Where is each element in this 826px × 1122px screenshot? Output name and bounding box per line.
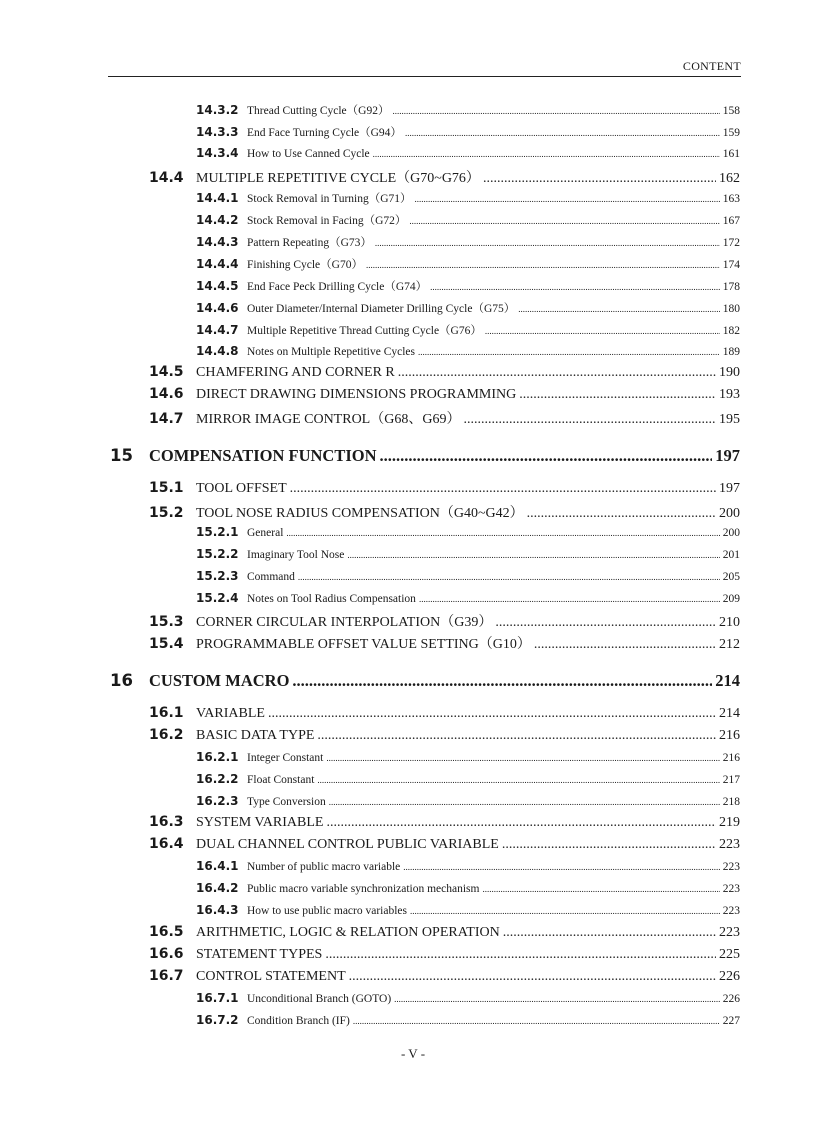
toc-entry-title: Outer Diameter/Internal Diameter Drilling Cycle（G75）: [247, 303, 516, 315]
toc-entry-title: Multiple Repetitive Thread Cutting Cycle（G76）: [247, 325, 482, 337]
toc-entry-number: 16.4.1: [196, 859, 239, 873]
toc-leader: [268, 706, 716, 722]
toc-entry-page: 180: [722, 303, 740, 315]
toc-leader: [394, 993, 720, 1005]
toc-entry-title: CUSTOM MACRO: [149, 671, 290, 690]
toc-leader: [430, 281, 720, 293]
toc-leader: [366, 259, 720, 271]
toc-entry-title: Notes on Tool Radius Compensation: [247, 593, 416, 605]
toc-entry-page: 193: [719, 387, 740, 402]
toc-entry[interactable]: [149, 814, 740, 831]
toc-entry[interactable]: [196, 591, 740, 605]
toc-entry-number: 15: [110, 446, 133, 465]
toc-entry-page: 163: [722, 193, 740, 205]
toc-entry-number: 15.2.4: [196, 591, 239, 605]
toc-entry-page: 216: [719, 728, 740, 743]
toc-entry[interactable]: [196, 102, 740, 118]
toc-entry[interactable]: [149, 611, 740, 631]
toc-entry-page: 190: [719, 365, 740, 380]
toc-leader: [325, 947, 716, 963]
toc-leader: [403, 861, 719, 873]
toc-leader: [326, 752, 719, 764]
toc-entry-page: 227: [722, 1015, 740, 1027]
toc-entry-title: Stock Removal in Facing（G72）: [247, 215, 407, 227]
toc-leader: [317, 774, 719, 786]
toc-entry-page: 219: [719, 815, 740, 830]
toc-entry[interactable]: [196, 859, 740, 873]
toc-entry-page: 217: [722, 774, 740, 786]
toc-entry[interactable]: [149, 386, 740, 403]
toc-entry-number: 14.4.6: [196, 301, 239, 315]
toc-entry[interactable]: [149, 502, 740, 522]
toc-leader: [463, 412, 716, 428]
toc-entry-number: 14.4.8: [196, 344, 239, 358]
toc-chapter[interactable]: [110, 671, 740, 691]
toc-entry-number: 15.2.1: [196, 525, 239, 539]
toc-entry-page: 178: [722, 281, 740, 293]
toc-entry-title: DUAL CHANNEL CONTROL PUBLIC VARIABLE: [196, 837, 499, 852]
toc-entry-title: COMPENSATION FUNCTION: [149, 446, 377, 465]
toc-entry-number: 16.2.3: [196, 794, 239, 808]
toc-entry-number: 16.2.1: [196, 750, 239, 764]
toc-leader: [410, 905, 720, 917]
toc-entry-page: 205: [722, 571, 740, 583]
toc-entry-title: How to use public macro variables: [247, 905, 407, 917]
toc-entry-page: 161: [722, 148, 740, 160]
toc-entry-number: 16: [110, 671, 133, 690]
toc-entry[interactable]: [149, 167, 740, 187]
toc-entry-number: 14.5: [149, 364, 184, 380]
toc-entry-page: 182: [722, 325, 740, 337]
toc-entry-page: 223: [722, 905, 740, 917]
toc-entry-number: 15.2.3: [196, 569, 239, 583]
toc-chapter[interactable]: [110, 446, 740, 466]
toc-entry[interactable]: [196, 881, 740, 895]
toc-entry-page: 214: [719, 706, 740, 721]
toc-entry-page: 195: [719, 412, 740, 427]
toc-entry-page: 189: [722, 346, 740, 358]
toc-entry[interactable]: [196, 344, 740, 358]
toc-entry[interactable]: [196, 525, 740, 539]
toc-leader: [375, 237, 720, 249]
toc-leader: [518, 303, 720, 315]
toc-leader: [353, 1015, 720, 1027]
toc-entry-page: 200: [722, 527, 740, 539]
toc-entry-title: Number of public macro variable: [247, 861, 401, 873]
toc-entry-title: Public macro variable synchronization mechanism: [247, 883, 480, 895]
toc-entry-number: 14.4: [149, 170, 184, 186]
toc-entry[interactable]: [196, 903, 740, 917]
toc-entry-title: Notes on Multiple Repetitive Cycles: [247, 346, 416, 358]
toc-entry-title: General: [247, 527, 284, 539]
toc-leader: [373, 148, 720, 160]
toc-entry[interactable]: [196, 278, 740, 294]
toc-entry-number: 15.4: [149, 636, 184, 652]
toc-leader: [502, 837, 716, 853]
toc-leader: [286, 527, 719, 539]
toc-entry[interactable]: [149, 727, 740, 744]
toc-entry-title: CORNER CIRCULAR INTERPOLATION（G39）: [196, 615, 493, 630]
toc-leader: [290, 481, 716, 497]
toc-entry-number: 14.6: [149, 386, 184, 402]
toc-leader: [349, 969, 716, 985]
toc-leader: [292, 671, 712, 691]
toc-entry[interactable]: [196, 300, 740, 316]
toc-entry-number: 16.1: [149, 705, 184, 721]
toc-entry-number: 14.7: [149, 411, 184, 427]
toc-entry-number: 16.7.2: [196, 1013, 239, 1027]
toc-leader: [534, 637, 716, 653]
toc-entry[interactable]: [196, 794, 740, 808]
toc-entry[interactable]: [196, 234, 740, 250]
toc-entry-number: 14.4.7: [196, 323, 239, 337]
toc-entry-title: Condition Branch (IF): [247, 1015, 350, 1027]
toc-leader: [485, 325, 720, 337]
toc-entry-title: STATEMENT TYPES: [196, 947, 323, 962]
header-label: CONTENT: [682, 59, 741, 73]
toc-entry-title: BASIC DATA TYPE: [196, 728, 315, 743]
toc-entry-number: 16.4.3: [196, 903, 239, 917]
toc-entry-title: CHAMFERING AND CORNER R: [196, 365, 395, 380]
toc-entry[interactable]: [149, 480, 740, 497]
toc-entry-page: 225: [719, 947, 740, 962]
toc-entry-title: Pattern Repeating（G73）: [247, 237, 372, 249]
toc-entry-page: 167: [722, 215, 740, 227]
page-header: [108, 59, 741, 77]
toc-entry-number: 14.3.3: [196, 125, 239, 139]
toc-leader: [347, 549, 719, 561]
toc-entry-title: ARITHMETIC, LOGIC & RELATION OPERATION: [196, 925, 500, 940]
toc-entry[interactable]: [149, 408, 740, 428]
toc-entry-page: 197: [715, 446, 740, 465]
toc-entry-number: 15.2.2: [196, 547, 239, 561]
toc-entry-page: 172: [722, 237, 740, 249]
toc-entry[interactable]: [196, 750, 740, 764]
toc-entry-number: 14.3.2: [196, 103, 239, 117]
page-footer: [0, 1046, 826, 1062]
toc-entry-title: Command: [247, 571, 295, 583]
toc-entry-title: Type Conversion: [247, 796, 326, 808]
toc-entry-number: 15.1: [149, 480, 184, 496]
toc-entry-page: 212: [719, 637, 740, 652]
toc-entry[interactable]: [149, 946, 740, 963]
toc-leader: [405, 127, 720, 139]
toc-leader: [415, 193, 720, 205]
toc-entry-number: 14.4.2: [196, 213, 239, 227]
toc-entry[interactable]: [196, 146, 740, 160]
toc-leader: [329, 796, 720, 808]
toc-entry[interactable]: [196, 212, 740, 228]
toc-entry-title: End Face Peck Drilling Cycle（G74）: [247, 281, 428, 293]
toc-entry[interactable]: [149, 924, 740, 941]
toc-entry[interactable]: [149, 968, 740, 985]
toc-leader: [519, 387, 716, 403]
toc-entry-page: 223: [719, 837, 740, 852]
toc-entry[interactable]: [196, 547, 740, 561]
toc-entry-title: Unconditional Branch (GOTO): [247, 993, 392, 1005]
toc-entry-page: 223: [722, 861, 740, 873]
page-number: - V -: [400, 1046, 426, 1061]
toc-entry-number: 16.4: [149, 836, 184, 852]
toc-entry-number: 16.5: [149, 924, 184, 940]
toc-leader: [503, 925, 716, 941]
toc-entry-page: 223: [719, 925, 740, 940]
toc-leader: [317, 728, 716, 744]
toc-entry-page: 162: [719, 171, 740, 186]
toc-leader: [483, 171, 716, 187]
toc-entry-number: 16.7: [149, 968, 184, 984]
toc-entry-page: 159: [722, 127, 740, 139]
toc-entry-number: 16.6: [149, 946, 184, 962]
toc-entry-number: 16.7.1: [196, 991, 239, 1005]
toc-entry-title: MULTIPLE REPETITIVE CYCLE（G70~G76）: [196, 171, 480, 186]
toc-entry[interactable]: [196, 190, 740, 206]
toc-entry-title: DIRECT DRAWING DIMENSIONS PROGRAMMING: [196, 387, 517, 402]
toc-entry-title: Thread Cutting Cycle（G92）: [247, 105, 390, 117]
toc-entry-number: 15.3: [149, 614, 184, 630]
toc-entry-title: End Face Turning Cycle（G94）: [247, 127, 402, 139]
toc-leader: [495, 615, 716, 631]
toc-entry-title: MIRROR IMAGE CONTROL（G68、G69）: [196, 412, 461, 427]
toc-entry-title: VARIABLE: [196, 706, 265, 721]
toc-entry-page: 216: [722, 752, 740, 764]
toc-entry-page: 174: [722, 259, 740, 271]
toc-entry-title: SYSTEM VARIABLE: [196, 815, 324, 830]
toc-entry-title: Float Constant: [247, 774, 315, 786]
toc-entry-title: How to Use Canned Cycle: [247, 148, 370, 160]
toc-entry-number: 14.4.1: [196, 191, 239, 205]
toc-entry-number: 16.4.2: [196, 881, 239, 895]
toc-entry[interactable]: [149, 364, 740, 381]
toc-leader: [326, 815, 716, 831]
toc-leader: [418, 346, 720, 358]
toc-entry[interactable]: [196, 124, 740, 140]
toc-entry-page: 200: [719, 506, 740, 521]
toc-entry[interactable]: [196, 256, 740, 272]
toc-leader: [380, 446, 713, 466]
toc-leader: [482, 883, 719, 895]
toc-entry-number: 15.2: [149, 505, 184, 521]
toc-entry-title: TOOL OFFSET: [196, 481, 287, 496]
toc-entry-page: 214: [715, 671, 740, 690]
toc-entry-title: CONTROL STATEMENT: [196, 969, 346, 984]
toc-entry[interactable]: [149, 633, 740, 653]
toc-leader: [392, 105, 719, 117]
toc-entry-number: 14.4.4: [196, 257, 239, 271]
toc-entry-number: 16.2.2: [196, 772, 239, 786]
toc-entry[interactable]: [196, 322, 740, 338]
toc-leader: [527, 506, 716, 522]
toc-entry-number: 16.2: [149, 727, 184, 743]
toc-entry[interactable]: [196, 1013, 740, 1027]
toc-entry[interactable]: [196, 991, 740, 1005]
toc-entry-title: TOOL NOSE RADIUS COMPENSATION（G40~G42）: [196, 506, 524, 521]
toc-entry-title: PROGRAMMABLE OFFSET VALUE SETTING（G10）: [196, 637, 531, 652]
toc-entry-page: 226: [719, 969, 740, 984]
toc-entry[interactable]: [196, 772, 740, 786]
toc-entry-title: Stock Removal in Turning（G71）: [247, 193, 412, 205]
toc-entry-page: 218: [722, 796, 740, 808]
toc-leader: [398, 365, 716, 381]
toc-entry-title: Integer Constant: [247, 752, 324, 764]
toc-entry-page: 210: [719, 615, 740, 630]
toc-entry-title: Imaginary Tool Nose: [247, 549, 345, 561]
toc-entry-title: Finishing Cycle（G70）: [247, 259, 363, 271]
toc-entry-page: 197: [719, 481, 740, 496]
toc-entry-page: 223: [722, 883, 740, 895]
toc-entry-page: 226: [722, 993, 740, 1005]
toc-entry[interactable]: [149, 836, 740, 853]
toc-entry-number: 14.4.3: [196, 235, 239, 249]
toc-entry-number: 14.3.4: [196, 146, 239, 160]
toc-entry[interactable]: [196, 569, 740, 583]
toc-entry-page: 201: [722, 549, 740, 561]
toc-entry[interactable]: [149, 705, 740, 722]
toc-leader: [298, 571, 720, 583]
toc-entry-page: 209: [722, 593, 740, 605]
toc-leader: [409, 215, 719, 227]
toc-entry-number: 16.3: [149, 814, 184, 830]
toc-entry-page: 158: [722, 105, 740, 117]
toc-leader: [419, 593, 720, 605]
toc-entry-number: 14.4.5: [196, 279, 239, 293]
